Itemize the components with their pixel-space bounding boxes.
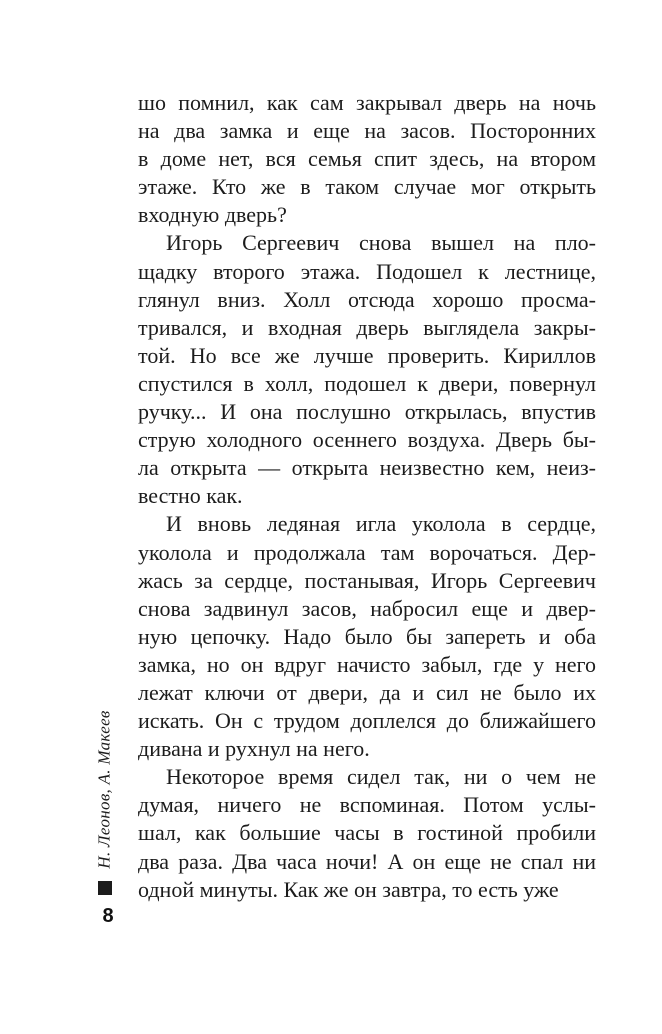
text-line: ла открыта — открыта неизвестно кем, неиз- [138, 455, 596, 481]
text-line: замка, но он вдруг начисто забыл, где у него [138, 651, 596, 677]
text-line: струю холодного осеннего воздуха. Дверь бы- [138, 427, 596, 453]
text-line: лежат ключи от двери, да и сил не было их [138, 679, 596, 705]
text-line: в доме нет, вся семья спит здесь, на втором [138, 146, 596, 172]
text-line: жась за сердце, постанывая, Игорь Сергеевич [138, 567, 596, 593]
text-line: глянул вниз. Холл отсюда хорошо просма- [138, 286, 596, 312]
text-line: два раза. Два часа ночи! А он еще не спал ни [138, 848, 596, 874]
text-line: одной минуты. Как же он завтра, то есть уже [138, 876, 559, 902]
text-line: шо помнил, как сам закрывал дверь на ночь [138, 90, 596, 115]
text-line: искать. Он с трудом доплелся до ближайшего [138, 708, 596, 734]
paragraph [138, 763, 596, 903]
text-line: дивана и рухнул на него. [138, 736, 370, 762]
text-line: ручку... И она послушно открылась, впустив [138, 399, 596, 425]
authors-sidebar-label: Н. Леонов, А. Макеев [94, 710, 114, 869]
page-text [138, 89, 596, 904]
text-line: снова задвинул засов, набросил еще и двер- [138, 595, 596, 621]
text-line: той. Но все же лучше проверить. Кириллов [138, 342, 596, 368]
text-line: думая, ничего не вспоминая. Потом услы- [138, 792, 596, 818]
text-line: на два замка и еще на засов. Посторонних [138, 118, 596, 144]
text-line: этаже. Кто же в таком случае мог открыть [138, 174, 596, 200]
text-line: спустился в холл, подошел к двери, повернул [138, 370, 596, 396]
text-line: Игорь Сергеевич снова вышел на пло- [166, 230, 596, 256]
text-line: И вновь ледяная игла уколола в сердце, [166, 511, 596, 537]
page-number: 8 [102, 905, 114, 927]
text-line: Некоторое время сидел так, ни о чем не [166, 764, 596, 790]
paragraph [138, 229, 596, 510]
text-line: шал, как большие часы в гостиной пробили [138, 820, 596, 846]
section-marker-square [98, 881, 112, 895]
text-line: тривался, и входная дверь выглядела закры- [138, 314, 596, 340]
text-line: входную дверь? [138, 202, 287, 228]
paragraph [138, 510, 596, 763]
text-line: ную цепочку. Надо было бы запереть и оба [138, 623, 596, 649]
text-line: уколола и продолжала там ворочаться. Дер- [138, 539, 596, 565]
paragraph [138, 89, 596, 229]
text-line: вестно как. [138, 483, 243, 509]
text-line: щадку второго этажа. Подошел к лестнице, [138, 258, 596, 284]
